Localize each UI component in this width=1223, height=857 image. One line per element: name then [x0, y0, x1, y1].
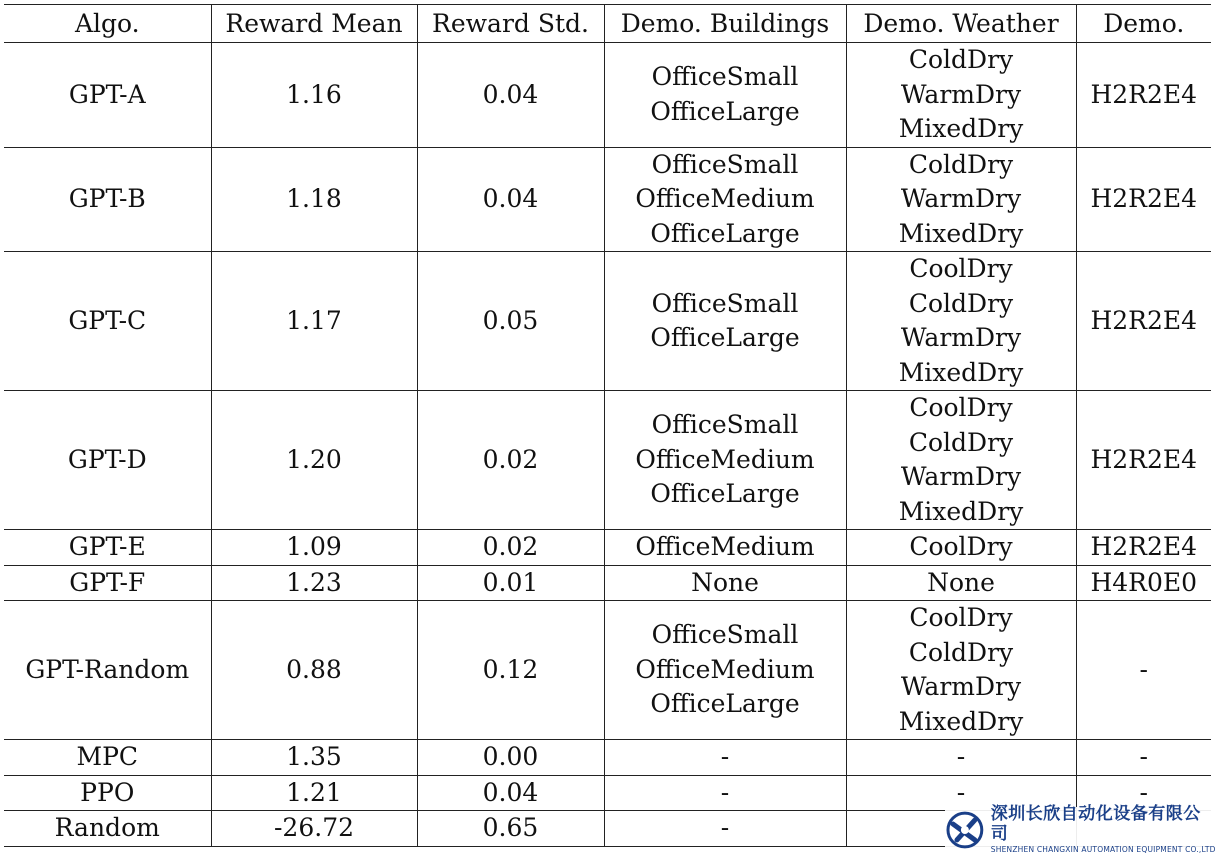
results-table: [4, 4, 1211, 847]
table-row: [4, 391, 1211, 530]
cell-reward-std: 0.00: [417, 740, 604, 776]
cell-reward-std: 0.04: [417, 147, 604, 252]
table-row: [4, 43, 1211, 148]
cell-demo: -: [1076, 775, 1211, 811]
watermark-company-cn: 深圳长欣自动化设备有限公司: [990, 804, 1201, 844]
header-demo: Demo.: [1076, 5, 1211, 43]
weather-item: WarmDry: [900, 184, 1022, 213]
company-logo-icon: [945, 810, 985, 850]
building-item: None: [691, 567, 759, 597]
cell-reward-mean: 1.17: [211, 252, 417, 391]
cell-algo: GPT-F: [69, 567, 146, 597]
cell-reward-std: 0.01: [417, 565, 604, 601]
header-reward-std: Reward Std.: [417, 5, 604, 43]
cell-demo-weather: [846, 740, 1076, 776]
table-row: [4, 252, 1211, 391]
cell-reward-mean: -26.72: [211, 811, 417, 847]
building-item: OfficeLarge: [650, 96, 800, 126]
cell-reward-mean: 1.18: [211, 147, 417, 252]
table-body: [4, 43, 1211, 847]
weather-item: -: [956, 742, 966, 771]
building-item: OfficeSmall: [651, 410, 799, 440]
cell-reward-std: 0.02: [417, 530, 604, 566]
header-demo-weather: Demo. Weather: [846, 5, 1076, 43]
cell-demo-weather: [846, 43, 1076, 148]
cell-algo: GPT-B: [68, 184, 146, 213]
cell-demo-weather: [846, 147, 1076, 252]
building-item: OfficeMedium: [635, 184, 815, 213]
cell-demo: H2R2E4: [1076, 530, 1211, 566]
building-item: OfficeSmall: [651, 62, 799, 92]
cell-demo: H2R2E4: [1076, 391, 1211, 530]
weather-item: CoolDry: [909, 603, 1013, 632]
building-item: OfficeLarge: [650, 689, 800, 719]
weather-item: ColdDry: [908, 288, 1014, 318]
building-item: OfficeMedium: [635, 654, 815, 684]
cell-reward-mean: 1.35: [211, 740, 417, 776]
building-item: -: [720, 742, 730, 771]
cell-demo: H2R2E4: [1076, 147, 1211, 252]
weather-item: ColdDry: [908, 149, 1014, 179]
weather-item: -: [956, 777, 966, 807]
cell-demo-buildings: [604, 811, 846, 847]
weather-item: ColdDry: [908, 637, 1014, 667]
building-item: OfficeLarge: [650, 218, 800, 248]
cell-demo-buildings: [604, 391, 846, 530]
weather-item: CoolDry: [909, 254, 1013, 283]
cell-demo: -: [1076, 740, 1211, 776]
weather-item: MixedDry: [898, 357, 1024, 387]
weather-item: MixedDry: [898, 114, 1024, 143]
cell-demo: -: [1076, 601, 1211, 740]
cell-demo: H4R0E0: [1076, 565, 1211, 601]
weather-item: WarmDry: [900, 79, 1022, 109]
cell-reward-std: 0.02: [417, 391, 604, 530]
table-row: [4, 601, 1211, 740]
table-row: [4, 740, 1211, 776]
cell-algo: Random: [54, 813, 160, 842]
cell-demo-buildings: [604, 775, 846, 811]
cell-reward-std: 0.12: [417, 601, 604, 740]
cell-demo-buildings: [604, 530, 846, 566]
cell-algo: GPT-Random: [25, 654, 190, 684]
cell-reward-mean: 1.20: [211, 391, 417, 530]
cell-demo-buildings: [604, 601, 846, 740]
cell-demo-weather: [846, 530, 1076, 566]
weather-item: ColdDry: [908, 427, 1014, 457]
header-algo: Algo.: [4, 5, 211, 43]
header-demo-buildings: Demo. Buildings: [604, 5, 846, 43]
cell-reward-mean: 1.09: [211, 530, 417, 566]
cell-demo-weather: [846, 391, 1076, 530]
cell-demo: H2R2E4: [1076, 43, 1211, 148]
cell-algo: GPT-C: [68, 305, 147, 335]
cell-demo-weather: [846, 565, 1076, 601]
building-item: OfficeMedium: [635, 532, 815, 561]
weather-item: WarmDry: [900, 323, 1022, 352]
cell-demo-buildings: [604, 147, 846, 252]
table-row: [4, 530, 1211, 566]
weather-item: CoolDry: [909, 393, 1013, 422]
table-row: [4, 565, 1211, 601]
building-item: OfficeLarge: [650, 323, 800, 352]
cell-demo: H2R2E4: [1076, 252, 1211, 391]
header-row: [4, 5, 1211, 43]
cell-algo: GPT-A: [68, 79, 146, 109]
cell-reward-mean: 1.16: [211, 43, 417, 148]
cell-demo-buildings: [604, 43, 846, 148]
cell-demo-weather: [846, 601, 1076, 740]
building-item: OfficeSmall: [651, 288, 799, 318]
building-item: -: [720, 813, 730, 842]
cell-reward-mean: 0.88: [211, 601, 417, 740]
weather-item: MixedDry: [898, 218, 1024, 248]
cell-algo: MPC: [76, 742, 139, 771]
table-row: [4, 147, 1211, 252]
header-reward-mean: Reward Mean: [211, 5, 417, 43]
cell-reward-std: 0.04: [417, 43, 604, 148]
cell-algo: GPT-E: [68, 532, 146, 561]
cell-demo-buildings: [604, 252, 846, 391]
building-item: OfficeSmall: [651, 149, 799, 179]
weather-item: MixedDry: [898, 706, 1024, 736]
table-header: [4, 5, 1211, 43]
cell-reward-mean: 1.23: [211, 565, 417, 601]
building-item: -: [720, 777, 730, 807]
cell-demo-buildings: [604, 565, 846, 601]
weather-item: MixedDry: [898, 496, 1024, 526]
building-item: OfficeMedium: [635, 444, 815, 474]
cell-reward-mean: 1.21: [211, 775, 417, 811]
building-item: OfficeLarge: [650, 479, 800, 509]
cell-reward-std: 0.04: [417, 775, 604, 811]
weather-item: WarmDry: [900, 672, 1022, 701]
weather-item: CoolDry: [909, 532, 1013, 561]
cell-reward-std: 0.05: [417, 252, 604, 391]
cell-demo-weather: [846, 252, 1076, 391]
cell-reward-std: 0.65: [417, 811, 604, 847]
cell-algo: PPO: [80, 777, 135, 807]
building-item: OfficeSmall: [651, 620, 799, 650]
company-watermark: [945, 804, 1217, 854]
watermark-company-en: SHENZHEN CHANGXIN AUTOMATION EQUIPMENT CO.,LTD: [990, 845, 1216, 854]
cell-algo: GPT-D: [67, 444, 147, 474]
cell-demo-buildings: [604, 740, 846, 776]
watermark-text: [991, 804, 1217, 856]
weather-item: None: [927, 567, 995, 597]
weather-item: WarmDry: [900, 462, 1022, 491]
weather-item: ColdDry: [908, 45, 1014, 74]
